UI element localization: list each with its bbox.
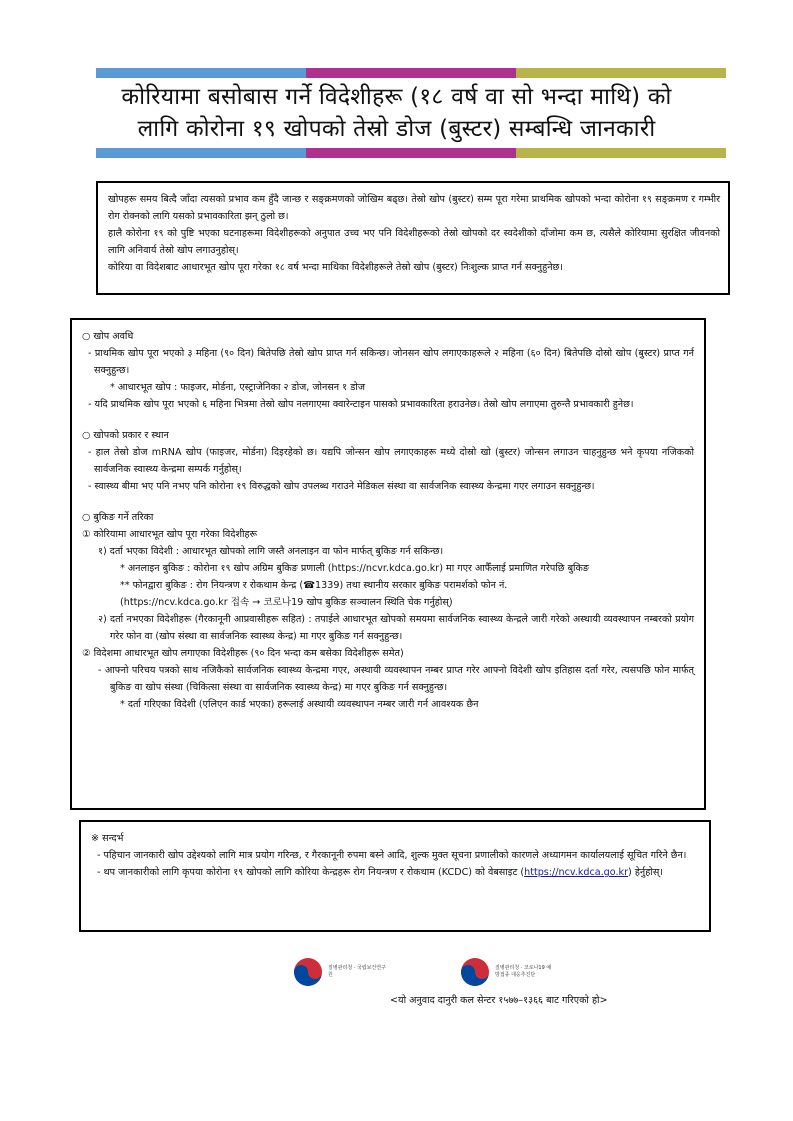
section-booking [82,509,694,713]
bar-segment-blue [96,68,306,78]
intro-box [96,181,730,295]
online-booking-text-end: ) मा गएर आफैँलाई प्रमाणित गरेपछि बुकिङ [439,563,590,574]
reference-box [79,820,711,932]
online-booking-note [82,560,694,577]
bottom-color-bar [96,148,726,158]
page-title-line-1: कोरियामा बसोबास गर्ने विदेशीहरू (१८ वर्ष वा सो भन्दा माथि) को [121,84,672,110]
booking-note: * दर्ता गरिएका विदेशी (एलिएन कार्ड भएका) हरूलाई अस्थायी व्यवस्थापन नम्बर जारी गर्न आवश्यक छैन [120,699,479,710]
intro-paragraph: कोरिया वा विदेशबाट आधारभूत खोप पूरा गरेका १८ वर्ष भन्दा माथिका विदेशीहरूले तेस्रो खोप (बुस्टर) निःशुल्क प्राप्त गर्न सक्नुहुनेछ। [108,262,563,273]
bar-segment-blue [96,148,306,158]
online-booking-link[interactable]: https://ncvr.kdca.go.kr [331,563,440,574]
section-heading: ○ खोप अवधि [82,331,134,342]
phone-booking-note-cont: (https://ncv.kdca.go.kr 접속 → 코로나19 खोप बुकिङ सञ्चालन स्थिति चेक गर्नुहोस्) [120,597,453,608]
interval-note: * आधारभूत खोप : फाइजर, मोर्डना, एस्ट्राजेनिका २ डोज, जोनसन १ डोज [110,382,365,393]
reference-text: - थप जानकारीको लागि कृपया कोरोना १९ खोपको लागि कोरिया केन्द्रहरू रोग नियन्त्रण र रोकथाम (KCDC) को वेबसाइट ( [97,867,525,878]
top-color-bar [96,68,726,78]
interval-line: - यदि प्राथमिक खोप पूरा भएको ६ महिना भित्रमा तेस्रो खोप नलगाएमा क्वारेन्टाइन पासको प्रभावकारिता हराउनेछ। तेस्रो खोप लगाएमा तुरुन्तै प्रभावकारी हुनेछ। [88,399,634,410]
kdca-logo [292,956,388,988]
taegeuk-emblem-icon [459,956,491,988]
vaccine-info-box [70,318,706,810]
section-type [82,427,694,495]
phone-booking-note: ** फोनद्वारा बुकिङ : रोग नियन्त्रण र रोकथाम केन्द्र (☎1339) तथा स्थानीय सरकार बुकिङ परामर्शको फोन नं. [120,580,508,591]
logo-text: 질병관리청 · 국립보건연구원 [328,965,386,978]
bar-segment-olive [516,68,726,78]
online-booking-text: * अनलाइन बुकिङ : कोरोना १९ खोप अग्रिम बुकिङ प्रणाली ( [120,563,332,574]
type-line: - स्वास्थ्य बीमा भए पनि नभए पनि कोरोना १९ विरुद्धको खोप उपलब्ध गराउने मेडिकल संस्था वा सार्वजनिक स्वास्थ्य केन्द्रमा गएर लगाउन सक्नुहुन्छ। [88,481,595,492]
section-heading: ○ खोपको प्रकार र स्थान [82,430,169,441]
kdca-website-link[interactable]: https://ncv.kdca.go.kr [524,867,629,878]
booking-item: २) दर्ता नभएका विदेशीहरू (गैरकानूनी आप्रवासीहरू सहित) : तपाईले आधारभूत खोपको समयमा सार्वजनिक स्वास्थ्य केन्द्रले जारी गरेको अस्थायी व्यवस्थापन नम्बरको प्रयोग गरेर फोन वा (खोप संस्था वा सार्वजनिक स्वास्थ्य केन्द्र) मा गएर बुकिङ गर्न सक्नुहुन्छ। [98,614,694,642]
bar-segment-magenta [306,148,516,158]
reference-line [91,864,699,881]
vaccination-team-logo [459,956,555,988]
booking-item: - आफ्नो परिचय पत्रको साथ नजिकैको सार्वजनिक स्वास्थ्य केन्द्रमा गएर, अस्थायी व्यवस्थापन नम्बर प्राप्त गरेर आफ्नो विदेशी खोप इतिहास दर्ता गरेर, त्यसपछि फोन मार्फत् बुकिङ वा खोप संस्था (चिकित्सा संस्था वा सार्वजनिक स्वास्थ्य केन्द्र) मा गएर बुकिङ गर्न सक्नुहुन्छ। [98,665,694,693]
type-line: - हाल तेस्रो डोज mRNA खोप (फाइजर, मोर्डना) दिइरहेको छ। यद्यपि जोन्सन खोप लगाएकाहरू मध्ये दोस्रो खो (बुस्टर) जोन्सन लगाउन चाहनुहुन्छ भने कृपया नजिकको सार्वजनिक स्वास्थ्य केन्द्रमा सम्पर्क गर्नुहोस्। [88,447,694,475]
intro-paragraph: हालै कोरोना १९ को पुष्टि भएका घटनाहरूमा विदेशीहरूको अनुपात उच्च भए पनि विदेशीहरूको तेस्रो खोपको दर स्वदेशीको दाँजोमा कम छ, त्यसैले कोरियामा सुरक्षित जीवनको लागि अनिवार्य तेस्रो खोप लगाउनुहोस्। [108,228,720,256]
booking-group-heading: ① कोरियामा आधारभूत खोप पूरा गरेका विदेशीहरू [82,529,258,540]
bar-segment-olive [516,148,726,158]
section-heading: ○ बुकिङ गर्ने तरिका [82,512,154,523]
taegeuk-emblem-icon [292,956,324,988]
bar-segment-magenta [306,68,516,78]
reference-heading: ※ सन्दर्भ [91,833,124,844]
booking-item: १) दर्ता भएका विदेशी : आधारभूत खोपको लागि जस्तै अनलाइन वा फोन मार्फत् बुकिङ गर्न सकिन्छ। [98,546,444,557]
booking-group-heading: ② विदेशमा आधारभूत खोप लगाएका विदेशीहरू (९० दिन भन्दा कम बसेका विदेशीहरू समेत) [82,648,404,659]
reference-text-end: ) हेर्नुहोस्। [628,867,663,878]
reference-line: - पहिचान जानकारी खोप उद्देश्यको लागि मात्र प्रयोग गरिन्छ, र गैरकानूनी रुपमा बस्ने आदि, शुल्क मुक्त सूचना प्रणालीको कारणले अध्यागमन कार्यालयलाई सूचित गरिने छैन। [97,850,687,861]
interval-line: - प्राथमिक खोप पूरा भएको ३ महिना (९० दिन) बितेपछि तेस्रो खोप प्राप्त गर्न सकिन्छ। जोनसन खोप लगाएकाहरूले २ महिना (६० दिन) बितेपछि दोस्रो खोप (बुस्टर) प्राप्त गर्न सक्नुहुन्छ। [88,348,694,376]
page-title-line-2: लागि कोरोना १९ खोपको तेस्रो डोज (बुस्टर) सम्बन्धि जानकारी [137,116,656,142]
intro-paragraph: खोपहरू समय बित्दै जाँदा त्यसको प्रभाव कम हुँदै जान्छ र सङ्क्रमणको जोखिम बढ्छ। तेस्रो खोप (बुस्टर) सम्म पूरा गरेमा प्राथमिक खोपको भन्दा कोरोना १९ सङ्क्रमण र गम्भीर रोग रोक्नको लागि यसको प्रभावकारिता झन् ठुलो छ। [108,194,720,222]
section-interval [82,328,694,413]
logo-text: 질병관리청 · 코로나19 예방접종 대응추진단 [495,965,552,978]
translation-footer-note: <यो अनुवाद दानुरी कल सेन्टर १५७७–१३६६ बाट गरिएको हो> [390,995,608,1006]
